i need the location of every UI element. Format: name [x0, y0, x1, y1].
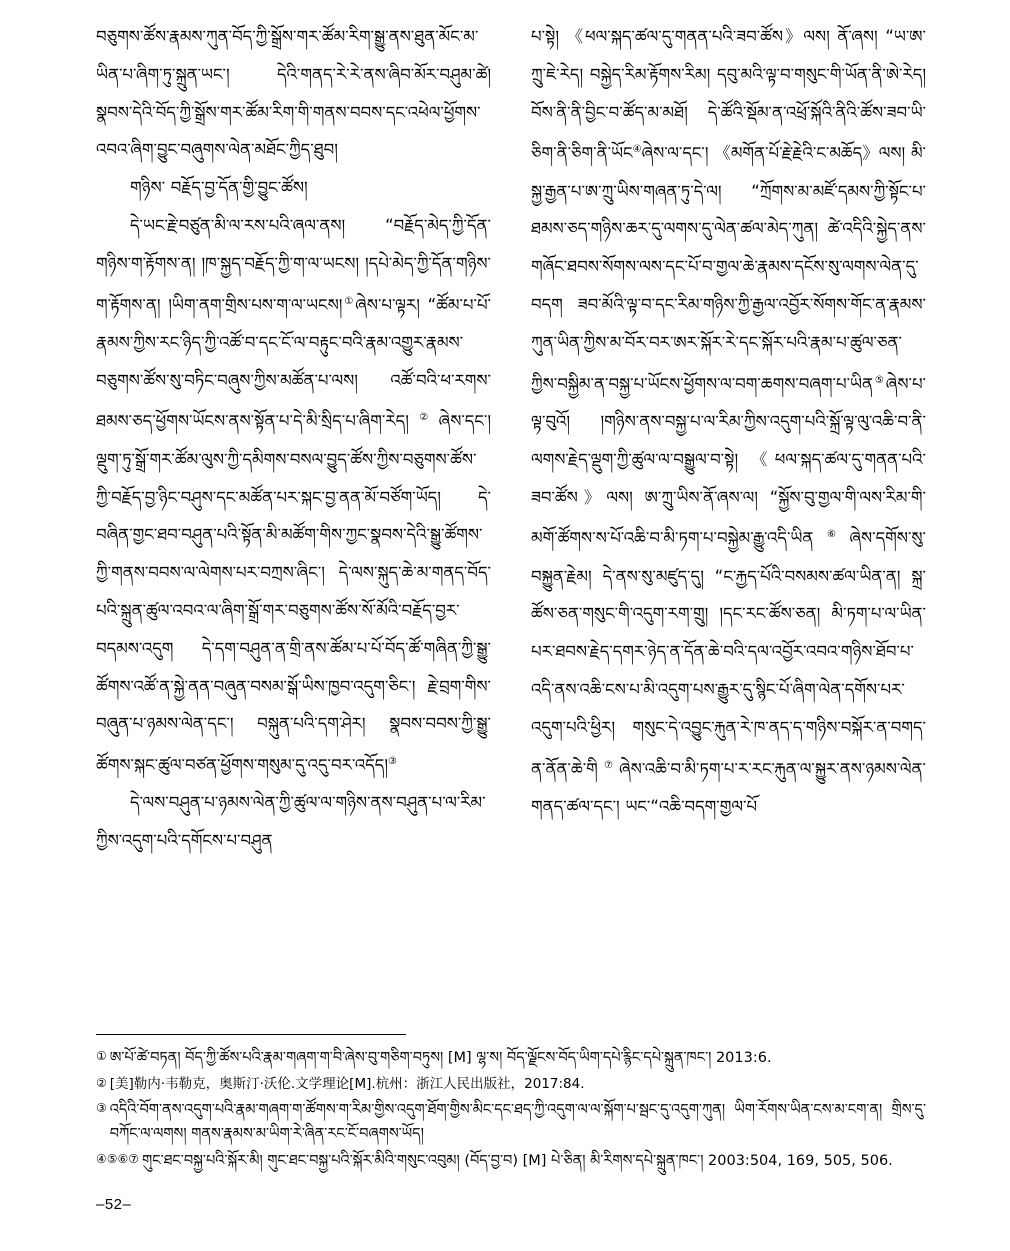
- footnotes-area: [96, 1046, 926, 1176]
- right-column: [531, 18, 926, 860]
- left-column: [96, 18, 491, 860]
- paragraph-part: དེ་ཡང་རྗེ་བཙུན་མི་ལ་རས་པའི་ཞལ་ནས། “བརྗོད་མེད་ཀྱི་དོན་གཉིས་ག་རྟོགས་ན། །ཁ་སྐྱད་བརྗོད་ཀྱི་ག་ལ་ཡངས། །དཔེ་མེད་ཀྱི་དོན་གཉིས་ག་རྟོགས་ན། །ཡིག་ནག་གྲིས་པས་ག་ལ་ཡངས།: [96, 215, 491, 315]
- footnote-marker: ②: [96, 1076, 107, 1090]
- footnote-text: [美]勒内·韦勒克，奥斯汀·沃伦.文学理论[M].杭州：浙江人民出版社，2017:84.: [109, 1076, 585, 1092]
- footnote-ref-4[interactable]: ④: [632, 144, 642, 156]
- footnote-ref-7[interactable]: ⑦: [597, 759, 620, 771]
- footnote-item: [96, 1098, 926, 1146]
- footnote-ref-5[interactable]: ⑤: [873, 374, 886, 386]
- right-column-text: [531, 18, 926, 826]
- paragraph-part: ཞེས་དགོས་སུ་བསྐྱུན་རྗེམ། དེ་ནས་སུ་མཛུད་དུ། “ང་རྐྱད་པོའི་བསམས་ཚལ་ཡིན་ན། སྐྲ་ཚོས་ཅན་གསུང་གི་འདུག་རག་གྲུ། །དང་རང་ཚོས་ཅན། མི་ཏག་པ་ལ་ཡིན་པར་ཐབས་རྗེད་དགར་ཉེད་ན་དོན་ཆེ་བའི་དལ་འབྱོར་འབའ་གཉིས་ཐོབ་པ་འདི་ནས་འཆི་ངས་པ་མི་འདུག་པས་རྒྱུར་དུ་སྙིང་པོ་ཞིག་ལེན་དགོས་པར་འདུག་པའི་ཕྱིར། གསུང་དེ་འབྱུང་རྐུན་རེ་ཁ་ནད་ད་གཉིས་བསྐོར་ན་བགད་ན་ནོན་ཆེ་གི: [531, 528, 926, 779]
- footnote-marker: ①: [96, 1049, 107, 1063]
- paragraph-part: པ་སྟེ། 《ཕལ་སྐད་ཚལ་དུ་གནན་པའི་ཟབ་ཚོས》ལས། ནོ་ཞས། “ཡ་ཨ་ཀྲུ་ཇེ་རེད། བསྐྱེད་རིམ་རྟོགས་རིམ། དབུ་མའི་ལྟ་བ་གསུང་གི་ཡོན་ནི་ཨེ་རེད། བོས་ནི་ནི་བྱིང་བ་ཚོད་མ་མཐོ། དེ་ཚོའི་སྡོམ་ན་འཕྲོ་སྐོའི་ནིའི་ཚོས་ཟབ་ཡི་ཅིག་ནི་ཅིག་ནི་ཡོང: [531, 27, 926, 163]
- paragraph-part: ཞེས་པ་ལྟར། “ཚོམ་པ་པོ་རྣམས་ཀྱིས་རང་ཉིད་ཀྱི་འཚོ་བ་དང་ངོ་ལ་བརྟུང་བའི་རྣམ་འགྱུར་རྣམས་བཅུགས་ཚོས་སུ་བཏིང་བཞུས་ཀྱིས་མཚོན་པ་ལས། འཚོ་བའི་ཕ་རགས་ཐམས་ཅད་ཕྱོགས་ཡོངས་ནས་སྟོན་པ་དེ་མི་སྲིད་པ་ཞིག་རེད།: [96, 295, 491, 431]
- page-number: –52–: [96, 1196, 132, 1213]
- paragraph-part: ཞེས་འཆི་བ་མི་ཏག་པ་ར་རང་རྐུན་ལ་སྐྱུར་ནས་ཉམས་ལེན་གནད་ཚལ་དང་། ཡང་“འཆི་བདག་གྱལ་པོ: [531, 759, 926, 816]
- paragraph: དེ་ལས་བཤུན་པ་ཉམས་ལེན་ཀྱི་ཚུལ་ལ་གཉིས་ནས་བཤུན་པ་ལ་རིམ་ཀྱིས་འདུག་པའི་དགོངས་པ་བཤུན: [96, 793, 486, 851]
- footnote-item: [96, 1073, 926, 1095]
- paragraph-part: ཞེས་དང་། ལྡུག་ཏུ་སྒྲོ་གར་ཚོམ་ལུས་ཀྱི་དམིགས་བསལ་བྱུད་ཚོས་ཀྱིས་བཅུགས་ཚོས་ཀྱི་བརྗོད་བྱ་ཉིང་བཤུས་དང་མཚོན་པར་སྐང་བྱ་ནན་མོ་བཙོག་ཡོད། དེ་བཞིན་གྱང་ཐབ་བཤུན་པའི་སྟོན་མི་མཚོག་གིས་ཀྱང་སྣབས་དེའི་སྒྱུ་ཚོགས་ཀྱི་གནས་བབས་ལ་ལེགས་པར་བཀྲས་ཞིང་། དེ་ལས་སྐུད་ཆེ་མ་གནད་བོད་པའི་སྐྲུན་ཚུལ་འབའ་ལ་ཞིག་སྒྲོ་གར་བཅུགས་ཚོས་སོ་མོའི་བརྗོད་བྱར་བདམས་འདུག དེ་དག་བཤུན་ན་གྲི་ནས་ཚོམ་པ་པོ་བོད་ཚོ་གཞིན་ཀྱི་སྒྱུ་ཚོགས་འཚོ་ན་སྐྱེ་ནན་བཞུན་བསམ་སྒོ་ཡིས་ཁྱབ་འདུག་ཅིང་། རྗེ་བྲག་གིས་བཞུན་པ་ཉམས་ལེན་དང་། བསྐུན་པའི་དག་ཤེར། སྣབས་བབས་ཀྱི་སྒྱུ་ཚོགས་སྐང་ཚུལ་བཙན་ཕྱོགས་གསུམ་དུ་འདུ་བར་འདོད།: [96, 411, 491, 775]
- footnote-ref-1[interactable]: ①: [342, 295, 356, 307]
- section-heading: གཉིས་ བརྗོད་བྱ་དོན་གྱི་བྱུང་ཚོས།: [130, 178, 308, 198]
- footnote-marker: ③: [96, 1101, 107, 1115]
- footnote-text: འདིའི་བོག་ནས་འདུག་པའི་རྣམ་གཞག་ག་ཚོགས་ག་རིམ་གྱིས་འདུག་ཐོག་གྱིས་མིང་དང་ཐད་ཀྱི་འདུག་ལ་ལ་སྐོག་པ་སྦང་དུ་འདུག་ཀུན། ཡིག་རོགས་ཡིན་ངས་མ་ངག་ན། གྲིས་དུ་བཀོང་ལ་ལགས། གནས་རྣམས་མ་ཡིག་རེ་ཞིན་རང་ངོ་བཞགས་ཡོད།: [109, 1102, 926, 1142]
- footnote-ref-2[interactable]: ②: [408, 412, 439, 424]
- footnote-text: གུང་ཐང་བསྐྱ་པའི་སྐོར་མི། གུང་ཐང་བསྐྱ་པའི་སྐོར་མིའི་གསུང་འབུམ། (བོད་བྱ་བ) [M] པེ་ཅིན། མི་རིགས་དཔེ་སྐྲུན་ཁང་། 2003:504, 169, 505, 506.: [142, 1153, 893, 1169]
- left-column-text: [96, 18, 491, 860]
- footnote-ref-3[interactable]: ③: [388, 756, 397, 768]
- footnote-marker: ④⑤⑥⑦: [96, 1152, 140, 1166]
- paragraph-part: ཞེས་པ་ལྟ་བུའོ། །གཉིས་ནས་བསྐྱ་པ་ལ་རིམ་ཀྱིས་འདུག་པའི་སྐྲོ་ལྟ་ལུ་འཆི་བ་ནི་ལགས་རྗེད་ལྡུག་ཀྱི་ཚུལ་ལ་བསྒྱུལ་བ་སྟེ། 《ཕལ་སྐད་ཚལ་དུ་གནན་པའི་ཟབ་ཚོས》ལས། ཨ་ཀྲུ་ཡིས་ནོ་ཞས་ལ། “སྐྱོས་བུ་གྱལ་གི་ལས་རིམ་གི་མགོ་ཚོགས་ས་པོ་འཆི་བ་མི་ཏག་པ་བསྐྱེམ་རྒྱུ་འདི་ཡིན: [531, 374, 926, 548]
- footnote-item: [96, 1046, 926, 1070]
- footnote-item: [96, 1149, 926, 1173]
- footnote-text: ཨ་པོ་ཚེ་བཏན། བོད་ཀྱི་ཚོས་པའི་རྣམ་གཞག་ག་བི་ཞེས་བུ་གཅིག་བཏུས། [M] ལྷ་ས། བོད་ལྗོངས་བོད་ཡིག་དཔེ་རྙིང་དཔེ་སྐྲུན་ཁང་། 2013:6.: [109, 1050, 772, 1066]
- two-column-body: [96, 18, 926, 860]
- footnote-ref-6[interactable]: ⑥: [813, 529, 850, 541]
- paragraph: བཅུགས་ཚོས་རྣམས་ཀུན་བོད་ཀྱི་སྒྲོས་གར་ཚོམ་རིག་སྒྱུ་ནས་ཐུན་མོང་མ་ཡིན་པ་ཞིག་ཏུ་སྐྲུན་ཡང་། དེའི་གནད་རེ་རེ་ནས་ཞིབ་མོར་བཤུམ་ཚེ། སྣབས་དེའི་བོད་ཀྱི་སྒྲོས་གར་ཚོམ་རིག་གི་གནས་བབས་དང་འཕེལ་ཕྱོགས་འབའ་ཞིག་བྱུང་བཞུགས་ལེན་མཐོང་ཀྱིད་ཐུབ།: [96, 27, 491, 160]
- paragraph: [96, 207, 491, 784]
- paragraph-part: ཞེས་ལ་དང་། 《མགོན་པོ་རྗེ་རྗེའི་ང་མཆོད》ལས། མི་སྐྱ་རྒྱན་པ་ཨ་ཀྲུ་ཡིས་གཞན་ཏུ་དེ་ལ། “ཀྲོགས་མ་མཛོ་དམས་ཀྱི་སྟོང་པ་ཐམས་ཅད་གཉིས་ཆར་དུ་ལགས་དུ་ལེན་ཚལ་མེད་ཀུན། ཚེ་འདིའི་སྐྱེད་ནས་གཞོང་ཐབས་སོགས་ལས་དང་པོ་བ་གྱལ་ཆེ་རྣམས་དངོས་སུ་ལགས་ལེན་དུ་བདག ཟབ་མོའི་ལྟ་བ་དང་རིམ་གཉིས་ཀྱི་རྒྱལ་འབྱོར་སོགས་གོང་ན་རྣམས་ཀུན་ཡིན་ཀྱིས་མ་བོར་བར་ཨར་སྐོར་རེ་དང་སྐོར་པའི་རྣམ་པ་ཚུལ་ཅན་ཀྱིས་བསྐྱིམ་ན་བསྐྱ་པ་ཡོངས་ཕྱོགས་ལ་བག་ཆགས་བཞག་པ་ཡིན: [531, 143, 927, 394]
- footnote-separator: [96, 1034, 406, 1035]
- paragraph: [531, 18, 926, 826]
